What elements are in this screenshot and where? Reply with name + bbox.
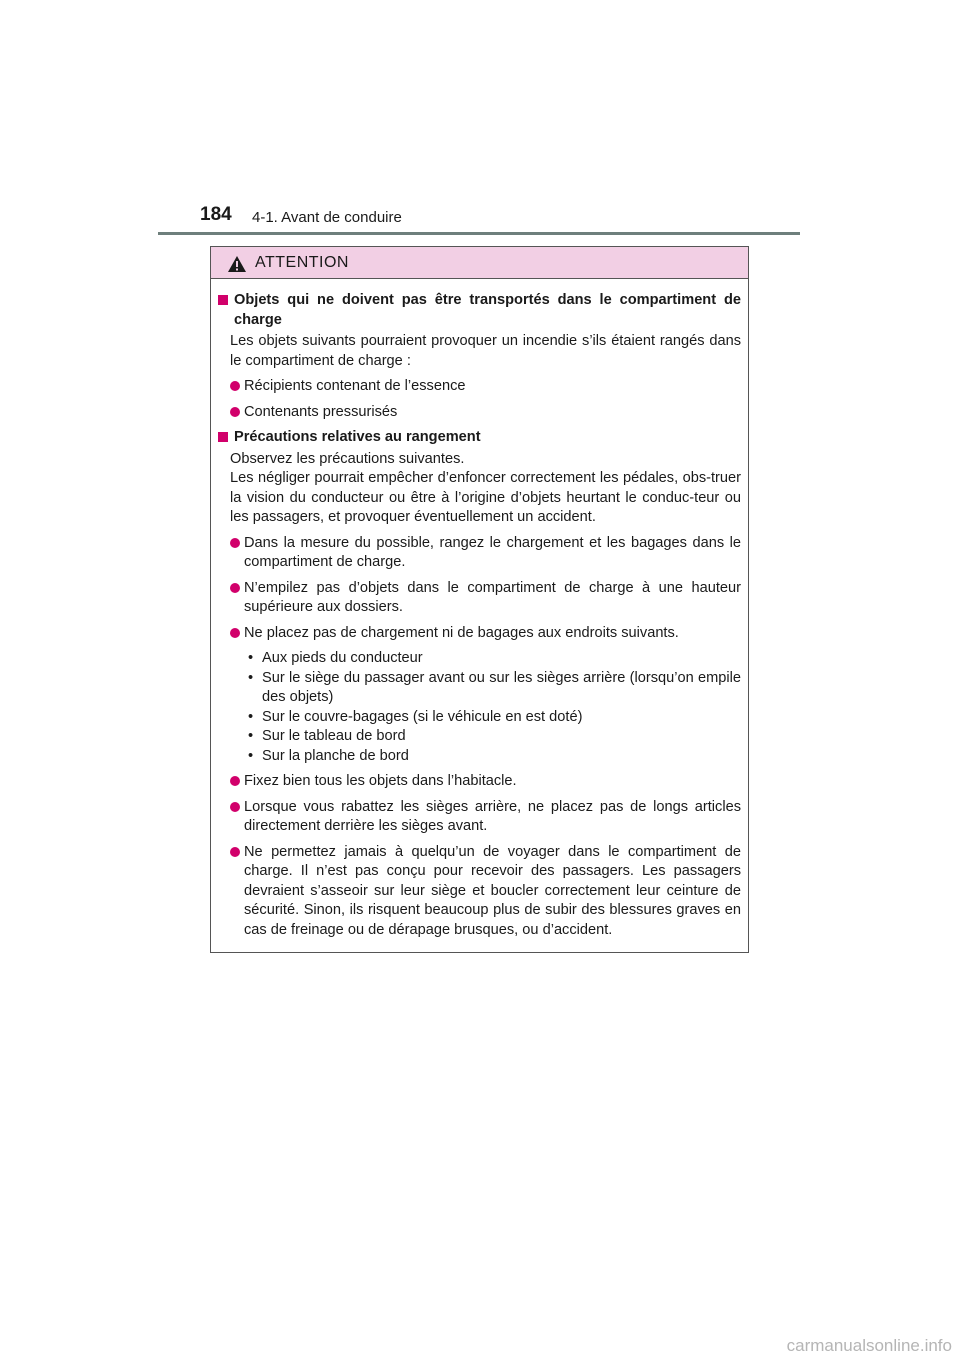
footer-watermark[interactable]: carmanualsonline.info bbox=[786, 1336, 952, 1355]
list-item bbox=[218, 534, 741, 573]
round-bullet-icon bbox=[230, 583, 240, 593]
attention-content bbox=[211, 279, 748, 940]
list-item bbox=[218, 772, 741, 792]
section-heading bbox=[218, 291, 741, 330]
sublist-item-text: Sur le siège du passager avant ou sur les sièges arrière (lorsqu’on empile des objets) bbox=[262, 669, 741, 705]
square-bullet-icon bbox=[218, 432, 228, 442]
list-item-text: Dans la mesure du possible, rangez le chargement et les bagages dans le compartiment de charge. bbox=[244, 534, 741, 570]
sublist-item-text: Sur la planche de bord bbox=[262, 747, 409, 764]
sublist-item-text: Sur le tableau de bord bbox=[262, 728, 406, 744]
paragraph: Observez les précautions suivantes. bbox=[230, 450, 465, 467]
warning-icon bbox=[227, 255, 247, 273]
attention-label: ATTENTION bbox=[255, 253, 349, 271]
section-heading bbox=[218, 428, 741, 448]
round-bullet-icon bbox=[230, 381, 240, 391]
page-number: 184 bbox=[200, 204, 232, 225]
square-bullet-icon bbox=[218, 295, 228, 305]
section-heading-text: Objets qui ne doivent pas être transportés dans le compartiment de charge bbox=[234, 292, 741, 328]
sublist-item bbox=[248, 747, 741, 767]
list-item-text: Ne permettez jamais à quelqu’un de voyager dans le compartiment de charge. Il n’est pas conçu pour recevoir des passagers. Les passagers devraient s’asseoir sur leur siège et boucler correctement leur ceinture de sécurité. Sinon, ils risquent beaucoup plus de subir des blessures graves en cas de freinage ou de dérapage brusques, ou d’accident. bbox=[244, 843, 741, 938]
header-rule bbox=[158, 232, 800, 235]
small-bullet-icon: • bbox=[248, 708, 254, 725]
list-item bbox=[218, 624, 741, 644]
sublist-item-text: Sur le couvre-bagages (si le véhicule en est doté) bbox=[262, 708, 583, 725]
list-item-text: N’empilez pas d’objets dans le compartiment de charge à une hauteur supérieure aux dossiers. bbox=[244, 579, 741, 615]
list-item-text: Ne placez pas de chargement ni de bagages aux endroits suivants. bbox=[244, 624, 679, 641]
round-bullet-icon bbox=[230, 847, 240, 857]
list-item bbox=[218, 579, 741, 618]
list-item-text: Contenants pressurisés bbox=[244, 403, 398, 420]
list-item-text: Fixez bien tous les objets dans l’habitacle. bbox=[244, 773, 517, 789]
paragraph: Les objets suivants pourraient provoquer un incendie s’ils étaient rangés dans le compartiment de charge : bbox=[230, 333, 741, 369]
round-bullet-icon bbox=[230, 407, 240, 417]
sublist-item bbox=[248, 669, 741, 708]
sublist-item-text: Aux pieds du conducteur bbox=[262, 650, 423, 666]
list-item-text: Récipients contenant de l’essence bbox=[244, 378, 466, 394]
attention-box bbox=[210, 246, 749, 953]
round-bullet-icon bbox=[230, 538, 240, 548]
small-bullet-icon: • bbox=[248, 669, 254, 686]
sublist-item bbox=[248, 649, 741, 669]
small-bullet-icon: • bbox=[248, 650, 254, 666]
list-item bbox=[218, 403, 741, 423]
paragraph: Les négliger pourrait empêcher d’enfoncer correctement les pédales, obs-truer la vision du conducteur ou être à l’origine d’objets heurtant le conduc-teur ou les passagers, et provoquer éventuellement un accident. bbox=[230, 470, 741, 525]
round-bullet-icon bbox=[230, 802, 240, 812]
sublist bbox=[218, 649, 741, 766]
small-bullet-icon: • bbox=[248, 747, 254, 764]
sublist-item bbox=[248, 727, 741, 747]
sublist-item bbox=[248, 708, 741, 728]
round-bullet-icon bbox=[230, 628, 240, 638]
section-heading-text: Précautions relatives au rangement bbox=[234, 429, 481, 445]
section-title: 4-1. Avant de conduire bbox=[252, 209, 402, 226]
round-bullet-icon bbox=[230, 776, 240, 786]
list-item bbox=[218, 798, 741, 837]
small-bullet-icon: • bbox=[248, 728, 254, 744]
list-item bbox=[218, 843, 741, 941]
list-item bbox=[218, 377, 741, 397]
attention-header bbox=[211, 247, 748, 279]
list-item-text: Lorsque vous rabattez les sièges arrière, ne placez pas de longs articles directement derrière les sièges avant. bbox=[244, 798, 741, 834]
